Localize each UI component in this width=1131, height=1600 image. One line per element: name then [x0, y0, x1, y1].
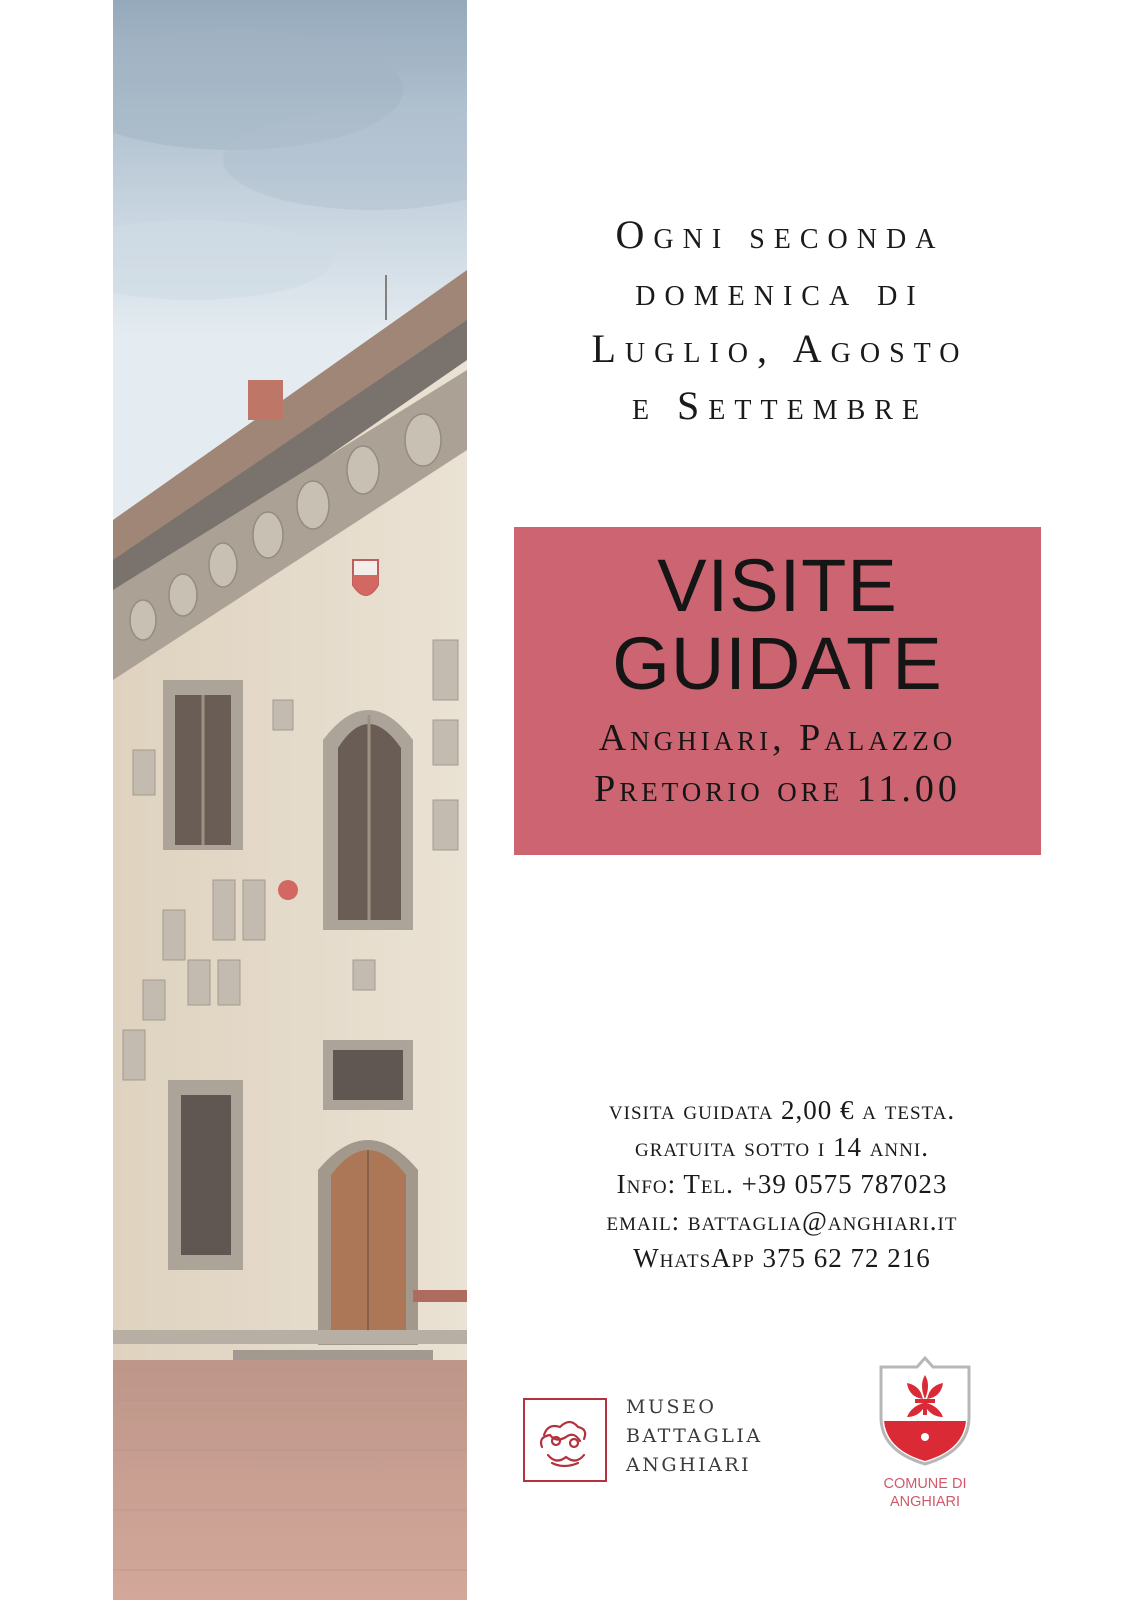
event-title [514, 544, 1041, 705]
event-title-line: VISITE [657, 544, 898, 627]
event-location [514, 713, 1041, 815]
headline-dates [500, 206, 1060, 434]
free-line: gratuita sotto i 14 anni. [635, 1132, 929, 1162]
museo-name-line: MUSEO [626, 1396, 717, 1418]
email-line: email: battaglia@anghiari.it [606, 1206, 958, 1236]
museo-battaglia-logo [522, 1397, 792, 1482]
headline-line: Ogni seconda [615, 212, 945, 257]
comune-name [870, 1475, 980, 1511]
event-location-line: Anghiari, Palazzo [598, 717, 957, 759]
event-title-line: GUIDATE [612, 622, 943, 705]
headline-line: e Settembre [631, 383, 929, 428]
comune-shield-icon [875, 1355, 975, 1467]
museo-mark-icon [522, 1397, 608, 1483]
palazzo-pretorio-photo [113, 0, 467, 1600]
comune-name-line: ANGHIARI [889, 1494, 961, 1510]
whatsapp-line: WhatsApp 375 62 72 216 [633, 1243, 931, 1273]
headline-line: Luglio, Agosto [591, 326, 969, 371]
phone-line: Info: Tel. +39 0575 787023 [616, 1169, 948, 1199]
headline-line: domenica di [635, 269, 925, 314]
price-line: visita guidata 2,00 € a testa. [608, 1095, 956, 1125]
event-panel [514, 527, 1041, 855]
comune-di-anghiari-logo [870, 1355, 980, 1510]
visit-info [522, 1092, 1042, 1277]
museo-name-line: BATTAGLIA [626, 1425, 763, 1447]
museo-name-line: ANGHIARI [626, 1454, 752, 1476]
comune-name-line: COMUNE DI [883, 1476, 967, 1492]
event-location-line: Pretorio ore 11.00 [594, 768, 961, 810]
museo-name [626, 1393, 763, 1480]
